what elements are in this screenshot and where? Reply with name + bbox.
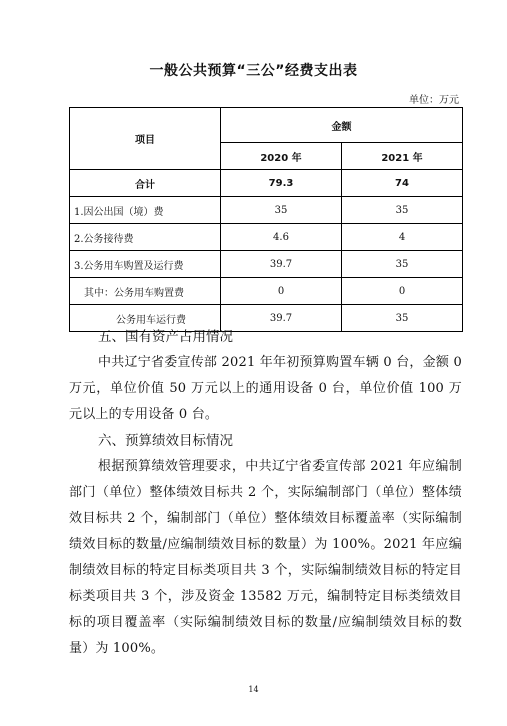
cell-2020: 35 <box>221 197 342 224</box>
table-row <box>70 278 463 305</box>
cell-2020: 79.3 <box>221 170 342 197</box>
row-label: 3.公务用车购置及运行费 <box>70 251 221 278</box>
row-label: 1.因公出国（境）费 <box>70 197 221 224</box>
cell-2021: 74 <box>342 170 463 197</box>
cell-2021: 35 <box>342 305 463 332</box>
cell-2021: 35 <box>342 251 463 278</box>
table-row <box>70 251 463 278</box>
body-section <box>69 324 462 662</box>
row-label: 公务用车运行费 <box>70 305 221 332</box>
row-label-total: 合计 <box>70 170 221 197</box>
cell-2021: 4 <box>342 224 463 251</box>
cell-2020: 0 <box>221 278 342 305</box>
header-amount: 金额 <box>221 108 463 143</box>
table-row <box>70 197 463 224</box>
table-row <box>70 170 463 197</box>
section-heading-assets: 五、国有资产占用情况 <box>98 329 233 345</box>
unit-label: 单位：万元 <box>409 95 459 106</box>
cell-2021: 0 <box>342 278 463 305</box>
section-paragraph-assets: 中共辽宁省委宣传部 2021 年年初预算购置车辆 0 台，金额 0 万元，单位价值 50 万元以上的通用设备 0 台，单位价值 100 万元以上的专用设备 0 台。 <box>69 355 462 422</box>
row-label: 其中：公务用车购置费 <box>70 278 221 305</box>
cell-2021: 35 <box>342 197 463 224</box>
section-heading-performance: 六、预算绩效目标情况 <box>98 433 233 449</box>
row-label: 2.公务接待费 <box>70 224 221 251</box>
section-paragraph-performance: 根据预算绩效管理要求，中共辽宁省委宣传部 2021 年应编制部门（单位）整体绩效目标共 2 个，实际编制部门（单位）整体绩效目标共 2 个，编制部门（单位）整体绩效目标覆盖率（实际编制绩效目标的数量/应编制绩效目标的数量）为 100%。2021 年应编制绩效目标的特定目标类项目共 3 个，实际编制绩效目标的特定目标类项目共 3 个，涉及资金 13582 万元，编制特定目标类绩效目标的项目覆盖率（实际编制绩效目标的数量/应编制绩效目标的数量）为 100%。 <box>69 459 462 656</box>
header-year-2020: 2020 年 <box>221 143 342 170</box>
table-title: 一般公共预算“三公”经费支出表 <box>149 63 358 79</box>
cell-2020: 39.7 <box>221 251 342 278</box>
table-row <box>70 224 463 251</box>
cell-2020: 4.6 <box>221 224 342 251</box>
cell-2020: 39.7 <box>221 305 342 332</box>
header-item: 项目 <box>70 108 221 170</box>
page-number: 14 <box>248 685 259 694</box>
three-public-expenses-table <box>69 107 463 332</box>
header-year-2021: 2021 年 <box>342 143 463 170</box>
